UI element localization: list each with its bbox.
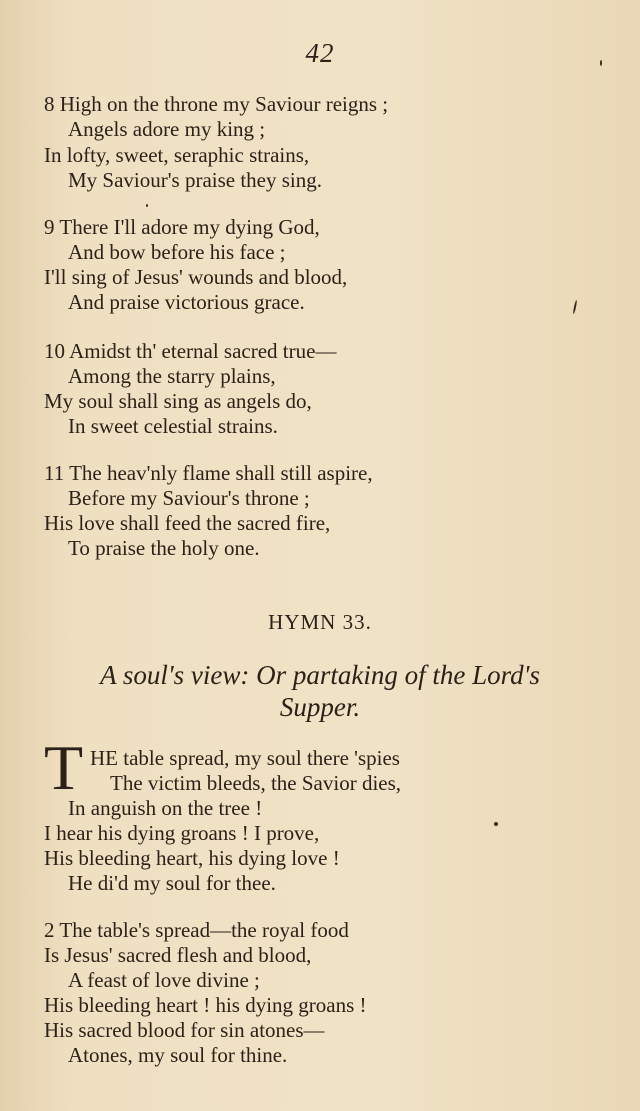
paper-speck [600,60,602,66]
verse-line: And praise victorious grace. [68,290,305,314]
verse-line: HE table spread, my soul there 'spies [90,746,400,770]
verse-line: 2 The table's spread—the royal food [44,918,349,942]
verse-line: 8 High on the throne my Saviour reigns ; [44,92,389,116]
verse-line: Is Jesus' sacred flesh and blood, [44,943,312,967]
paper-speck [146,204,148,207]
verse-line: And bow before his face ; [68,240,286,264]
verse-line: His bleeding heart ! his dying groans ! [44,993,367,1017]
paper-speck [573,300,578,314]
verse-line: A feast of love divine ; [68,968,260,992]
verse-line: His sacred blood for sin atones— [44,1018,325,1042]
verse-line: His love shall feed the sacred fire, [44,511,331,535]
hymn-subtitle: A soul's view: Or partaking of the Lord's [100,660,540,690]
verse-line: Before my Saviour's throne ; [68,486,310,510]
verse-line: Angels adore my king ; [68,117,266,141]
hymn-title: HYMN 33. [268,610,372,634]
verse-line: Among the starry plains, [68,364,276,388]
verse-line: In anguish on the tree ! [68,796,263,820]
drop-cap: T [44,732,84,803]
verse-line: 9 There I'll adore my dying God, [44,215,320,239]
verse-line: The victim bleeds, the Savior dies, [110,771,402,795]
verse-line: He di'd my soul for thee. [68,871,276,895]
paper-speck [494,822,498,826]
verse-line: In lofty, sweet, seraphic strains, [44,143,310,167]
verse-line: My Saviour's praise they sing. [68,168,323,192]
verse-line: 10 Amidst th' eternal sacred true— [44,339,337,363]
verse-line: 11 The heav'nly flame shall still aspire, [44,461,373,485]
verse-line: I hear his dying groans ! I prove, [44,821,320,845]
hymn-subtitle-cont: Supper. [279,692,361,722]
verse-line: Atones, my soul for thine. [68,1043,288,1067]
verse-line: My soul shall sing as angels do, [44,389,312,413]
verse-line: His bleeding heart, his dying love ! [44,846,340,870]
page-number: 42 [305,38,335,68]
verse-line: To praise the holy one. [68,536,260,560]
verse-line: In sweet celestial strains. [68,414,278,438]
verse-line: I'll sing of Jesus' wounds and blood, [44,265,348,289]
